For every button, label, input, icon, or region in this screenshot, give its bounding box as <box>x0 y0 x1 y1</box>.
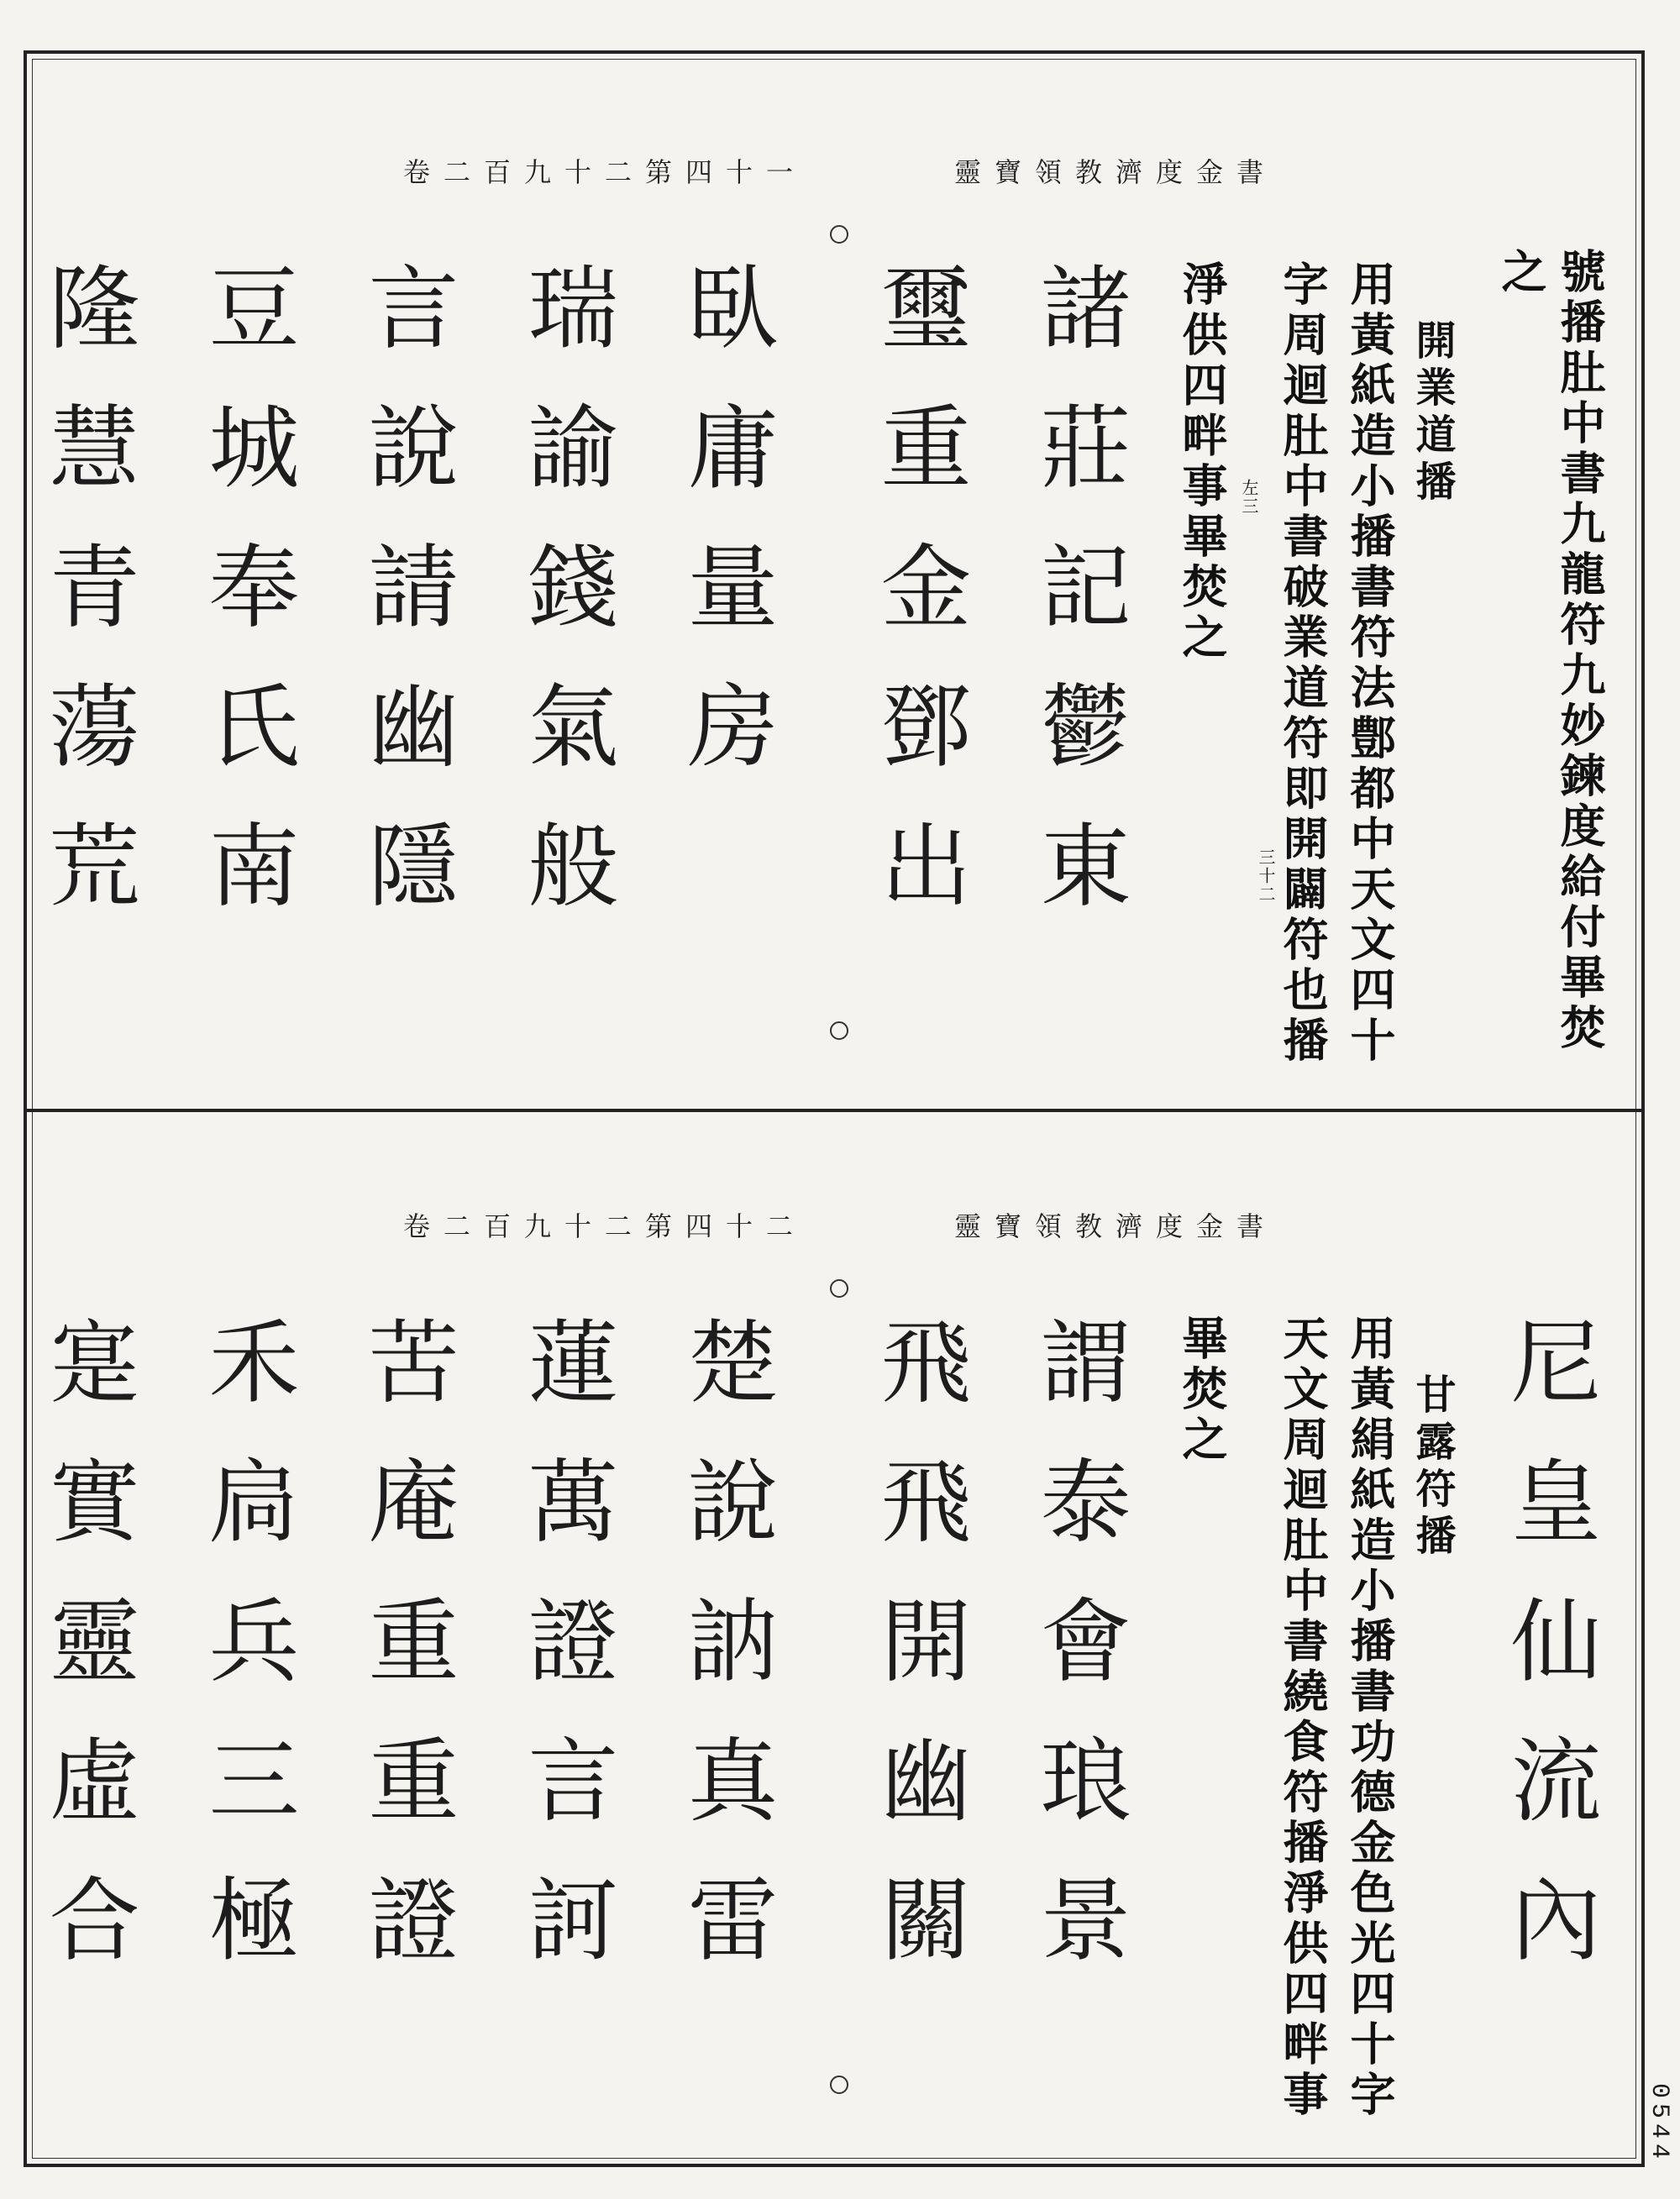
bottom-binding-hole-upper <box>830 1279 848 1298</box>
top-text-col-2: 之 <box>1494 248 1548 298</box>
bottom-text-col-4: 畢焚之 <box>1175 1315 1229 1466</box>
bottom-running-head <box>403 1205 1277 1242</box>
bottom-text-col-2: 用黃絹紙造小播書功德金色光四十字 <box>1343 1315 1397 2121</box>
top-running-head-chapter: 卷二百九十二第四十一 <box>403 156 807 188</box>
bottom-seal-col-5: 蓮萬證言訶 <box>512 1315 617 2012</box>
top-binding-hole-lower <box>830 1021 848 1040</box>
top-running-head-title: 靈寶領教濟度金書 <box>953 156 1277 188</box>
bottom-seal-col-6: 苦庵重重證 <box>353 1315 458 2012</box>
page-number: 0544 <box>1645 2083 1673 2165</box>
top-text-col-3: 開業道播 <box>1409 319 1456 507</box>
top-text-col-6: 淨供四畔事畢焚之 <box>1175 260 1229 664</box>
panel-divider <box>24 1109 1645 1112</box>
top-note-2: 三十二 <box>1256 848 1276 904</box>
top-seal-col-5: 言說請幽隱 <box>353 260 458 958</box>
bottom-seal-col-4: 楚說訥真雷 <box>672 1315 777 2012</box>
bottom-seal-col-2: 謂泰會琅景 <box>1025 1315 1130 2012</box>
top-seal-col-6: 豆城奉氏南 <box>193 260 298 958</box>
top-panel <box>34 67 1630 1100</box>
bottom-seal-col-3: 飛飛開幽關 <box>865 1315 970 2012</box>
bottom-running-head-chapter: 卷二百九十二第四十二 <box>403 1210 807 1242</box>
top-text-col-1: 號播肚中書九龍符九妙鍊度給付畢焚 <box>1553 248 1607 1054</box>
top-note-1: 左三 <box>1239 479 1259 516</box>
bottom-seal-col-8: 寔實靈虛合 <box>34 1315 139 2012</box>
bottom-binding-hole-lower <box>830 2076 848 2094</box>
bottom-text-col-3: 天文周迴肚中書繞食符播淨供四畔事 <box>1276 1315 1330 2121</box>
top-seal-col-7: 隆慧青蕩荒 <box>34 260 139 958</box>
bottom-seal-col-1: 尼皇仙流內 <box>1495 1315 1600 2012</box>
top-binding-hole-upper <box>830 225 848 244</box>
bottom-text-col-1: 甘露符播 <box>1409 1373 1456 1561</box>
top-text-col-4: 用黃紙造小播書符法鄷都中天文四十 <box>1343 260 1397 1067</box>
top-seal-col-3: 臥庸量房 <box>672 260 777 818</box>
top-seal-col-1: 諸莊記鬱東 <box>1025 260 1130 958</box>
bottom-running-head-title: 靈寶領教濟度金書 <box>953 1210 1277 1242</box>
top-text-col-5: 字周迴肚中書破業道符即開闢符也播 <box>1276 260 1330 1067</box>
top-seal-col-2: 璽重金鄧出 <box>865 260 970 958</box>
top-running-head <box>403 151 1277 188</box>
bottom-seal-col-7: 禾扃兵三極 <box>193 1315 298 2012</box>
bottom-panel <box>34 1121 1630 2159</box>
top-seal-col-4: 瑞諭錢氣般 <box>512 260 617 958</box>
